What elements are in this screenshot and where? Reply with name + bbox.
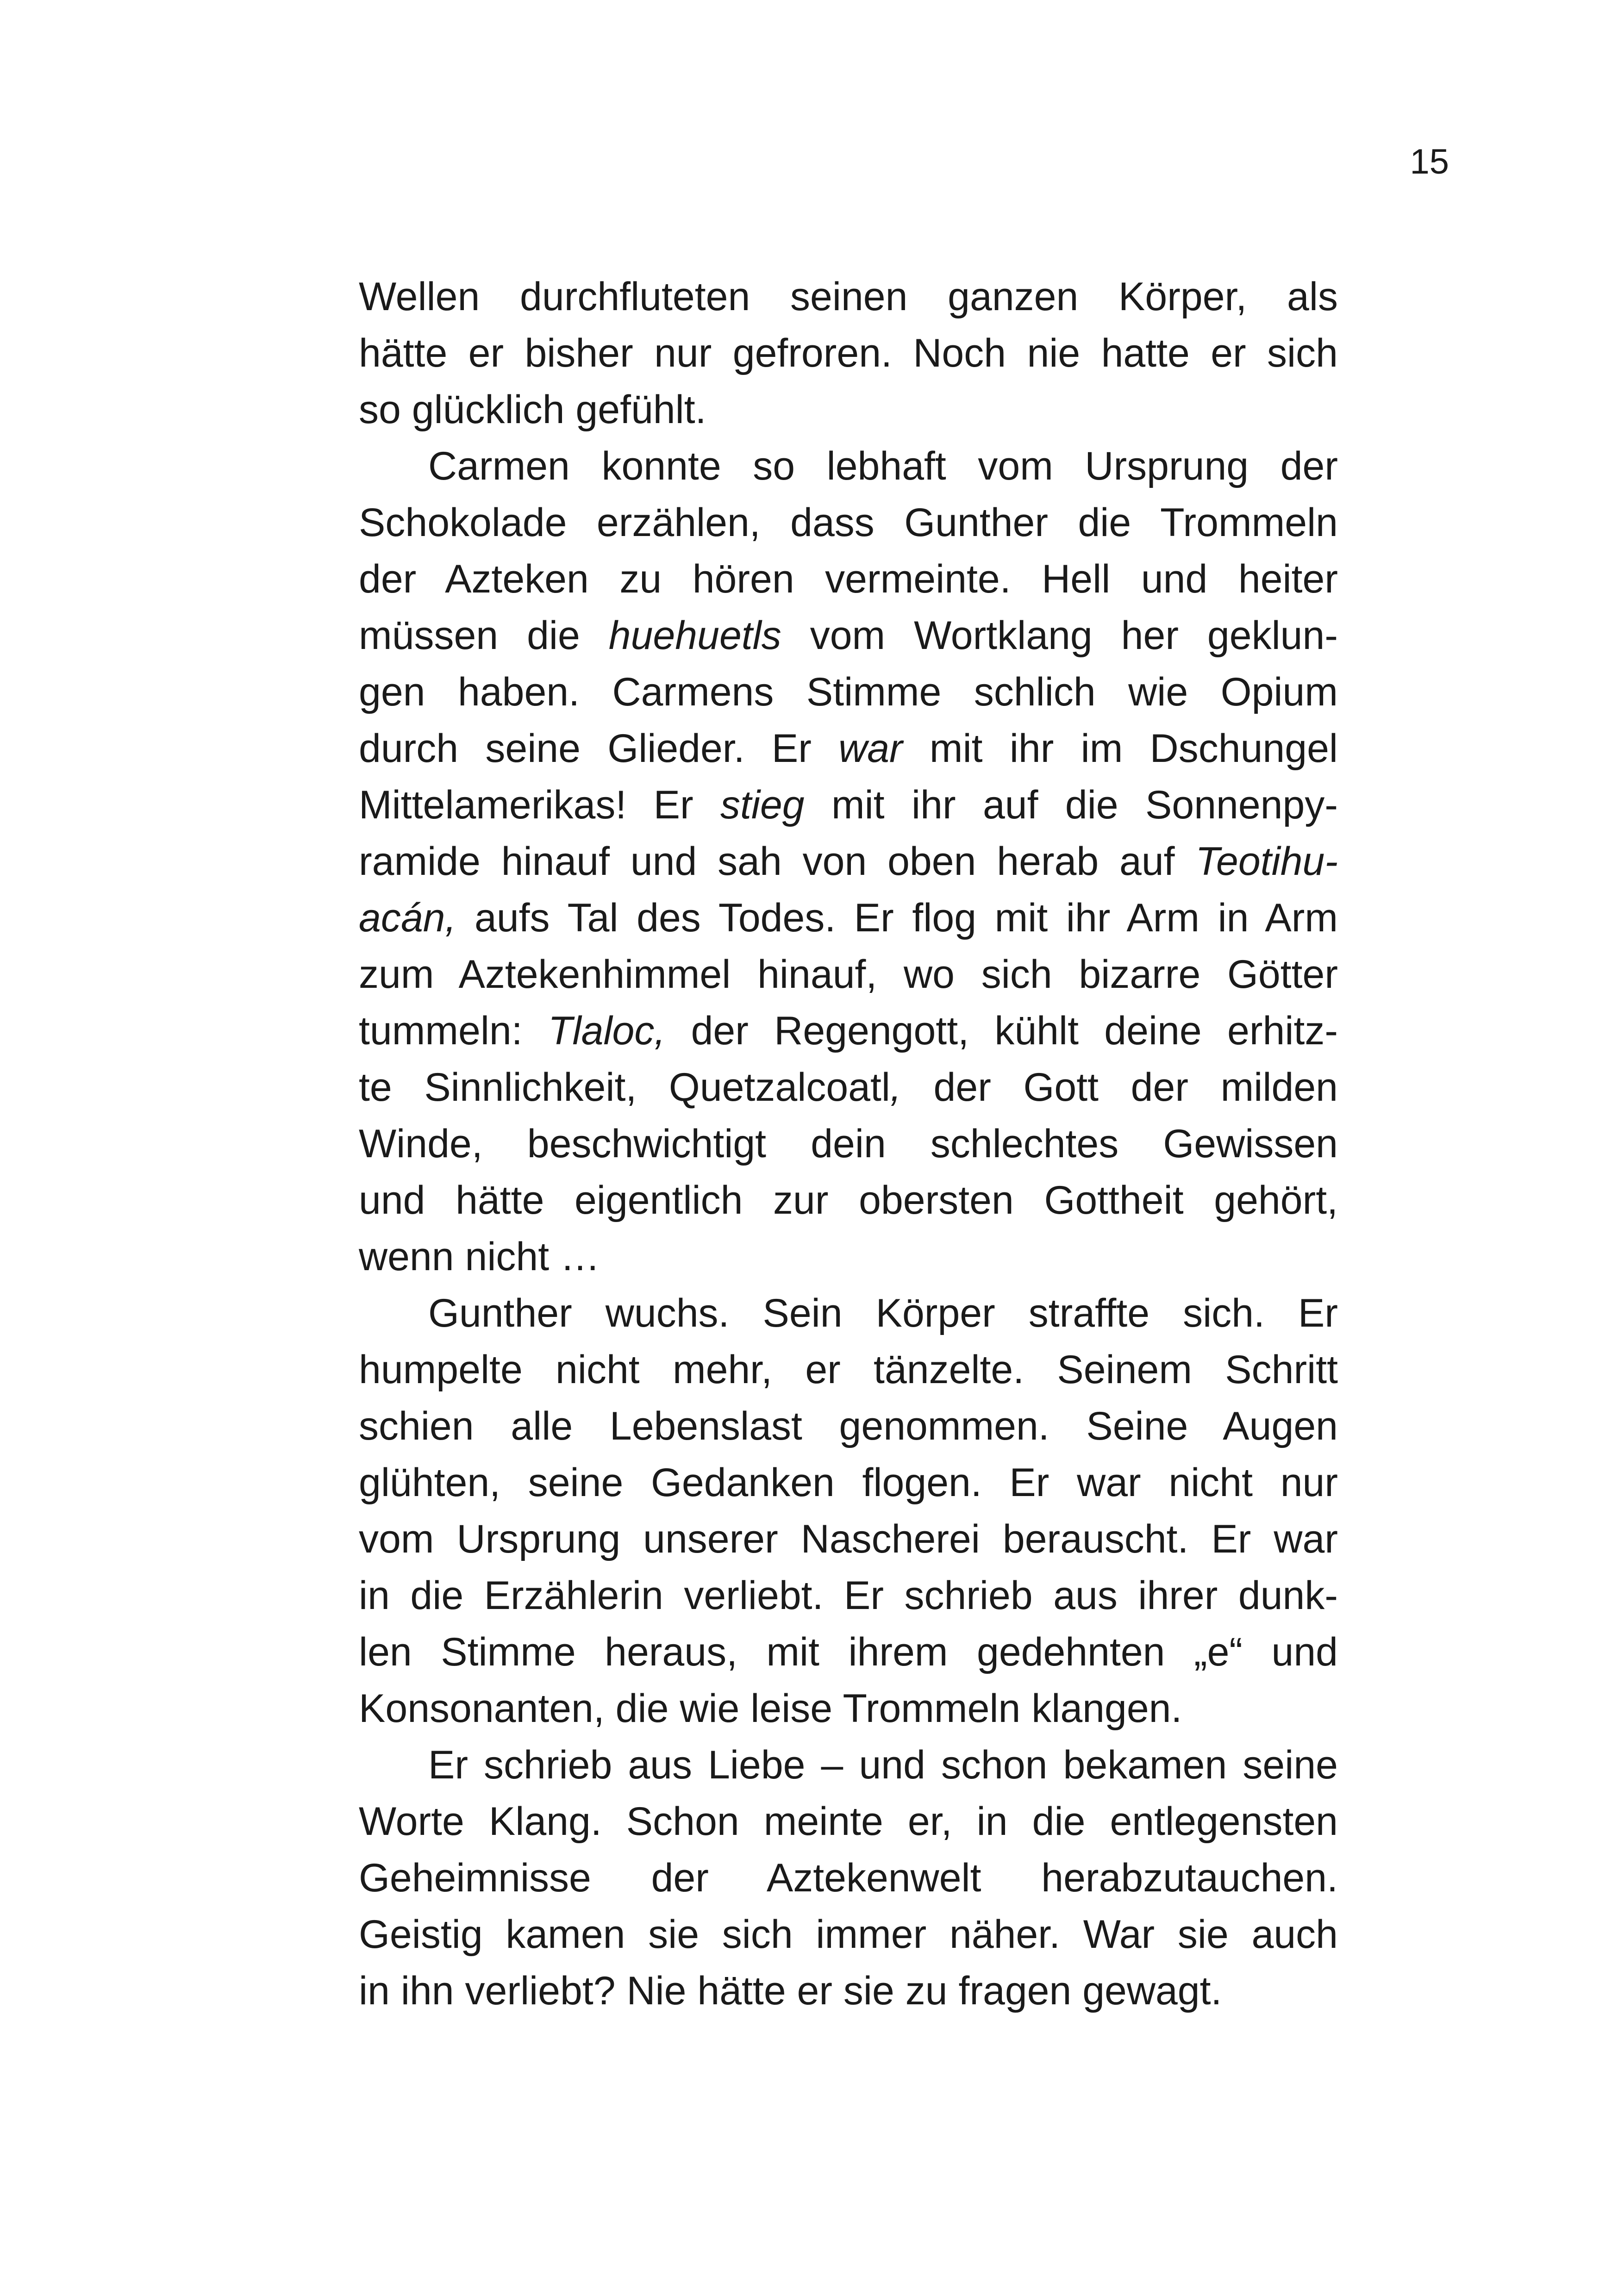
text-line: [359, 1398, 1338, 1454]
text-run: mit ihr auf die Sonnenpy-: [804, 783, 1338, 827]
text-line: [359, 1229, 1338, 1285]
text-line: [359, 494, 1338, 551]
page-number: 15: [1410, 142, 1449, 181]
text-line: [359, 833, 1338, 890]
text-line: [359, 1963, 1338, 2019]
text-run: Worte Klang. Schon meinte er, in die entlegensten: [359, 1799, 1338, 1844]
text-run: gen haben. Carmens Stimme schlich wie Opium: [359, 670, 1338, 714]
text-run: hätte er bisher nur gefroren. Noch nie hatte er sich: [359, 331, 1338, 375]
text-run: und hätte eigentlich zur obersten Gottheit gehört,: [359, 1178, 1338, 1222]
italic-text: war: [838, 726, 903, 771]
paragraph: [359, 1285, 1338, 1737]
text-line: [359, 1567, 1338, 1624]
text-line: [359, 1116, 1338, 1172]
text-line: [359, 268, 1338, 325]
text-run: vom Wortklang her geklun-: [781, 613, 1338, 658]
paragraph: [359, 268, 1338, 438]
text-run: humpelte nicht mehr, er tänzelte. Seinem Schritt: [359, 1347, 1338, 1392]
text-line: [359, 1341, 1338, 1398]
text-run: Geheimnisse der Aztekenwelt herabzutauchen.: [359, 1856, 1338, 1900]
text-line: [359, 1737, 1338, 1793]
text-line: [359, 607, 1338, 664]
italic-text: Teotihu-: [1195, 839, 1338, 884]
text-run: Schokolade erzählen, dass Gunther die Trommeln: [359, 500, 1338, 545]
text-run: Konsonanten, die wie leise Trommeln klangen.: [359, 1686, 1182, 1731]
text-run: der Gott der milden: [901, 1065, 1338, 1110]
text-run: in die Erzählerin verliebt. Er schrieb aus ihrer dunk-: [359, 1573, 1338, 1618]
text-run: der Azteken zu hören vermeinte. Hell und heiter: [359, 557, 1338, 601]
text-run: Geistig kamen sie sich immer näher. War sie auch: [359, 1912, 1338, 1957]
text-line: [359, 1511, 1338, 1567]
text-run: ramide hinauf und sah von oben herab auf: [359, 839, 1196, 884]
text-run: so glücklich gefühlt.: [359, 387, 706, 432]
text-run: Wellen durchfluteten seinen ganzen Körper, als: [359, 274, 1338, 319]
italic-text: ,: [890, 1065, 901, 1110]
text-run: Winde, beschwichtigt dein schlechtes Gewissen: [359, 1122, 1338, 1166]
text-line: [359, 438, 1338, 494]
text-line: [359, 664, 1338, 720]
text-run: vom Ursprung unserer Nascherei berauscht. Er war: [359, 1517, 1338, 1561]
text-line: [359, 720, 1338, 777]
italic-text: stieg: [720, 783, 805, 827]
text-run: te Sinnlichkeit, Quetzalcoatl: [359, 1065, 890, 1110]
body-text: [359, 268, 1338, 2019]
text-line: [359, 1906, 1338, 1963]
text-line: [359, 777, 1338, 833]
text-line: [359, 1680, 1338, 1737]
text-line: [359, 381, 1338, 438]
text-line: [359, 1172, 1338, 1229]
text-run: aufs Tal des Todes. Er flog mit ihr Arm in Arm: [456, 896, 1338, 940]
text-line: [359, 890, 1338, 946]
text-run: in ihn verliebt? Nie hätte er sie zu fragen gewagt.: [359, 1969, 1222, 2013]
text-run: tummeln:: [359, 1009, 548, 1053]
text-run: durch seine Glieder. Er: [359, 726, 839, 771]
text-run: len Stimme heraus, mit ihrem gedehnten „e“ und: [359, 1630, 1338, 1674]
text-line: [359, 1624, 1338, 1680]
text-line: [359, 1059, 1338, 1116]
paragraph: [359, 1737, 1338, 2019]
text-line: [359, 1850, 1338, 1906]
text-line: [359, 1454, 1338, 1511]
text-run: schien alle Lebenslast genommen. Seine Augen: [359, 1404, 1338, 1448]
paragraph: [359, 438, 1338, 1285]
text-run: zum Aztekenhimmel hinauf, wo sich bizarre Götter: [359, 952, 1338, 997]
text-run: glühten, seine Gedanken flogen. Er war nicht nur: [359, 1460, 1338, 1505]
text-run: Mittelamerikas! Er: [359, 783, 720, 827]
text-line: [359, 1793, 1338, 1850]
italic-text: acán,: [359, 896, 456, 940]
text-run: Gunther wuchs. Sein Körper straffte sich. Er: [428, 1291, 1338, 1335]
text-run: mit ihr im Dschungel: [902, 726, 1338, 771]
text-run: der Regengott, kühlt deine erhitz-: [665, 1009, 1338, 1053]
text-line: [359, 551, 1338, 607]
text-run: Carmen konnte so lebhaft vom Ursprung der: [428, 444, 1338, 488]
text-line: [359, 325, 1338, 381]
text-run: Er schrieb aus Liebe – und schon bekamen seine: [428, 1743, 1338, 1787]
text-run: wenn nicht …: [359, 1235, 600, 1279]
text-line: [359, 1003, 1338, 1059]
text-line: [359, 946, 1338, 1003]
text-line: [359, 1285, 1338, 1341]
text-run: müssen die: [359, 613, 609, 658]
italic-text: Tlaloc,: [548, 1009, 666, 1053]
italic-text: huehuetls: [608, 613, 781, 658]
